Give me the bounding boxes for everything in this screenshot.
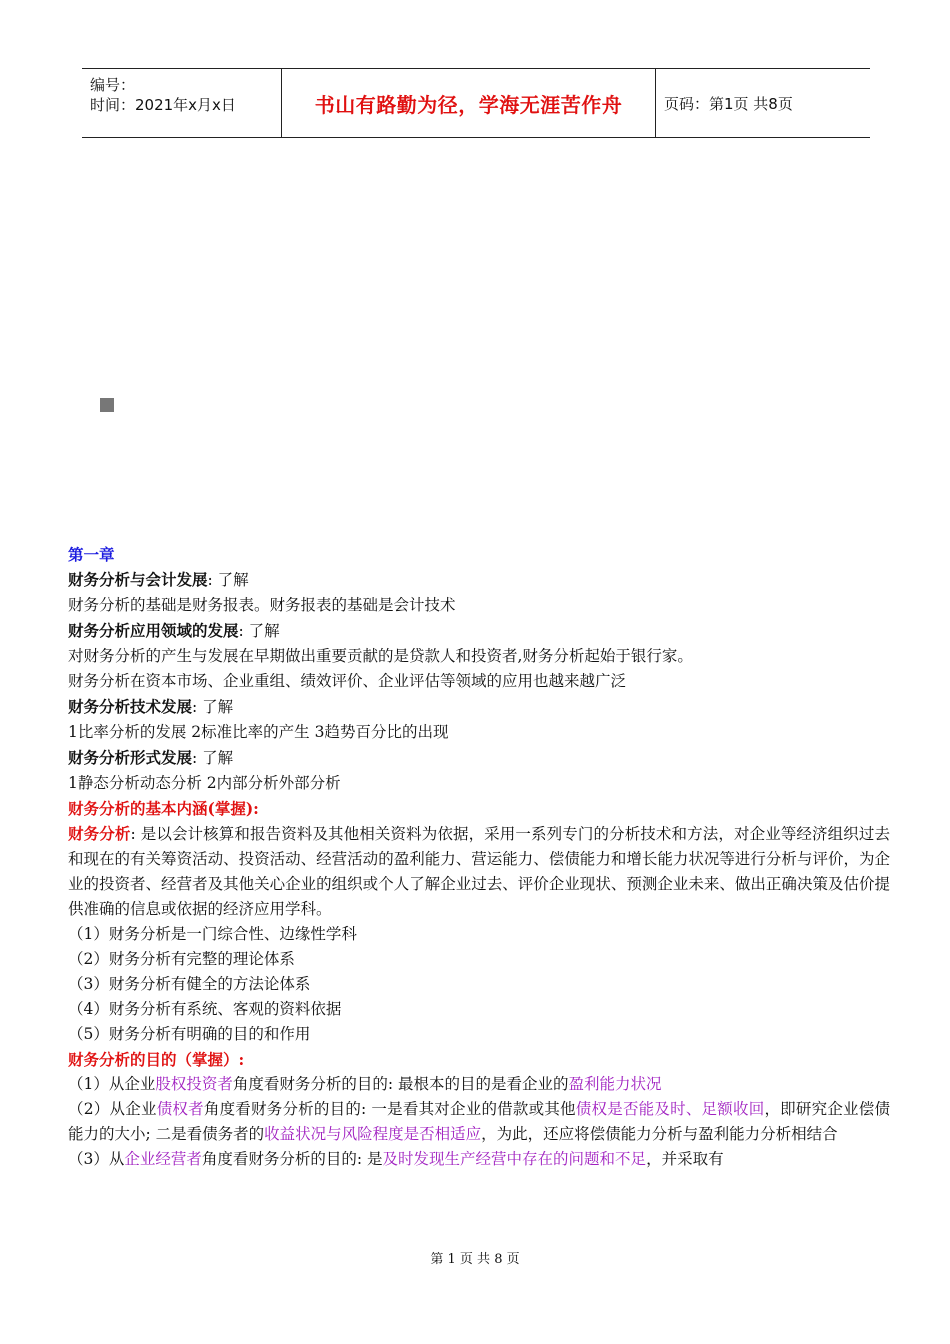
section-heading: 财务分析的目的（掌握）: xyxy=(68,1050,245,1069)
paragraph: 财务分析在资本市场、企业重组、绩效评价、企业评估等领域的应用也越来越广泛 xyxy=(68,672,627,690)
text-span: ，并采取有 xyxy=(646,1150,724,1168)
document-body xyxy=(68,542,890,1172)
section-title: 财务分析与会计发展 xyxy=(68,570,208,589)
list-item xyxy=(68,1147,890,1172)
list-item: （1）财务分析是一门综合性、边缘性学科 xyxy=(68,925,357,943)
list-item: （3）财务分析有健全的方法论体系 xyxy=(68,975,311,993)
section-heading xyxy=(68,745,890,771)
text-span: ，为此，还应将偿债能力分析与盈利能力分析相结合 xyxy=(481,1125,838,1143)
header-page-code: 页码：第1页 共8页 xyxy=(664,94,793,113)
section-tag: : 了解 xyxy=(192,698,234,716)
header-motto: 书山有路勤为径，学海无涯苦作舟 xyxy=(314,92,623,117)
section-heading xyxy=(68,694,890,720)
header-meta xyxy=(90,75,280,115)
header-divider xyxy=(655,69,656,137)
paragraph: 1静态分析动态分析 2内部分析外部分析 xyxy=(68,774,341,792)
paragraph: 对财务分析的产生与发展在早期做出重要贡献的是贷款人和投资者,财务分析起始于银行家。 xyxy=(68,647,693,665)
section-heading xyxy=(68,567,890,593)
time-label: 时间：2021年x月x日 xyxy=(90,96,236,114)
square-bullet-icon xyxy=(100,398,114,412)
section-title: 财务分析应用领域的发展 xyxy=(68,621,239,640)
chapter-title: 第一章 xyxy=(68,545,115,564)
highlight-span: 及时发现生产经营中存在的问题和不足 xyxy=(382,1150,647,1168)
list-item: （5）财务分析有明确的目的和作用 xyxy=(68,1025,311,1043)
definition-text: : 是以会计核算和报告资料及其他相关资料为依据，采用一系列专门的分析技术和方法，对企业等经济组织过去和现在的有关筹资活动、投资活动、经营活动的盈利能力、营运能力、偿债能力和增长能力状况等进行分析与评价，为企业的投资者、经营者及其他关心企业的组织或个人了解企业过去、评价企业现状、预测企业未来、做出正确决策及估价提供准确的信息或依据的经济应用学科。 xyxy=(68,825,890,918)
text-span: （3）从 xyxy=(68,1150,125,1168)
list-item: （2）财务分析有完整的理论体系 xyxy=(68,950,295,968)
highlight-span: 股权投资者 xyxy=(155,1075,233,1093)
highlight-span: 收益状况与风险程度是否相适应 xyxy=(264,1125,482,1143)
section-tag: : 了解 xyxy=(207,571,249,589)
section-heading xyxy=(68,618,890,644)
section-heading: 财务分析的基本内涵(掌握): xyxy=(68,799,259,818)
list-item: （4）财务分析有系统、客观的资料依据 xyxy=(68,1000,342,1018)
section-tag: : 了解 xyxy=(238,622,280,640)
number-label: 编号： xyxy=(90,76,136,94)
definition-paragraph xyxy=(68,821,890,922)
highlight-span: 盈利能力状况 xyxy=(568,1075,662,1093)
text-span: （2）从企业 xyxy=(68,1100,157,1118)
section-title: 财务分析形式发展 xyxy=(68,748,193,767)
definition-term: 财务分析 xyxy=(68,824,131,843)
list-item xyxy=(68,1072,890,1097)
text-span: ，即研究企业偿债能力的大小; 二是看债务者的 xyxy=(68,1100,890,1143)
highlight-span: 企业经营者 xyxy=(124,1150,202,1168)
header-table xyxy=(82,68,870,138)
text-span: 角度看财务分析的目的: 是 xyxy=(201,1150,383,1168)
text-span: 角度看财务分析的目的: 一是看其对企业的借款或其他 xyxy=(203,1100,576,1118)
paragraph: 1比率分析的发展 2标准比率的产生 3趋势百分比的出现 xyxy=(68,723,449,741)
section-title: 财务分析技术发展 xyxy=(68,697,193,716)
text-span: 角度看财务分析的目的: 最根本的目的是看企业的 xyxy=(232,1075,569,1093)
paragraph: 财务分析的基础是财务报表。财务报表的基础是会计技术 xyxy=(68,596,456,614)
highlight-span: 债权是否能及时、足额收回 xyxy=(575,1100,765,1118)
list-item xyxy=(68,1097,890,1147)
text-span: （1）从企业 xyxy=(68,1075,156,1093)
page-footer: 第 1 页 共 8 页 xyxy=(430,1252,520,1267)
section-tag: : 了解 xyxy=(192,749,234,767)
highlight-span: 债权者 xyxy=(156,1100,204,1118)
